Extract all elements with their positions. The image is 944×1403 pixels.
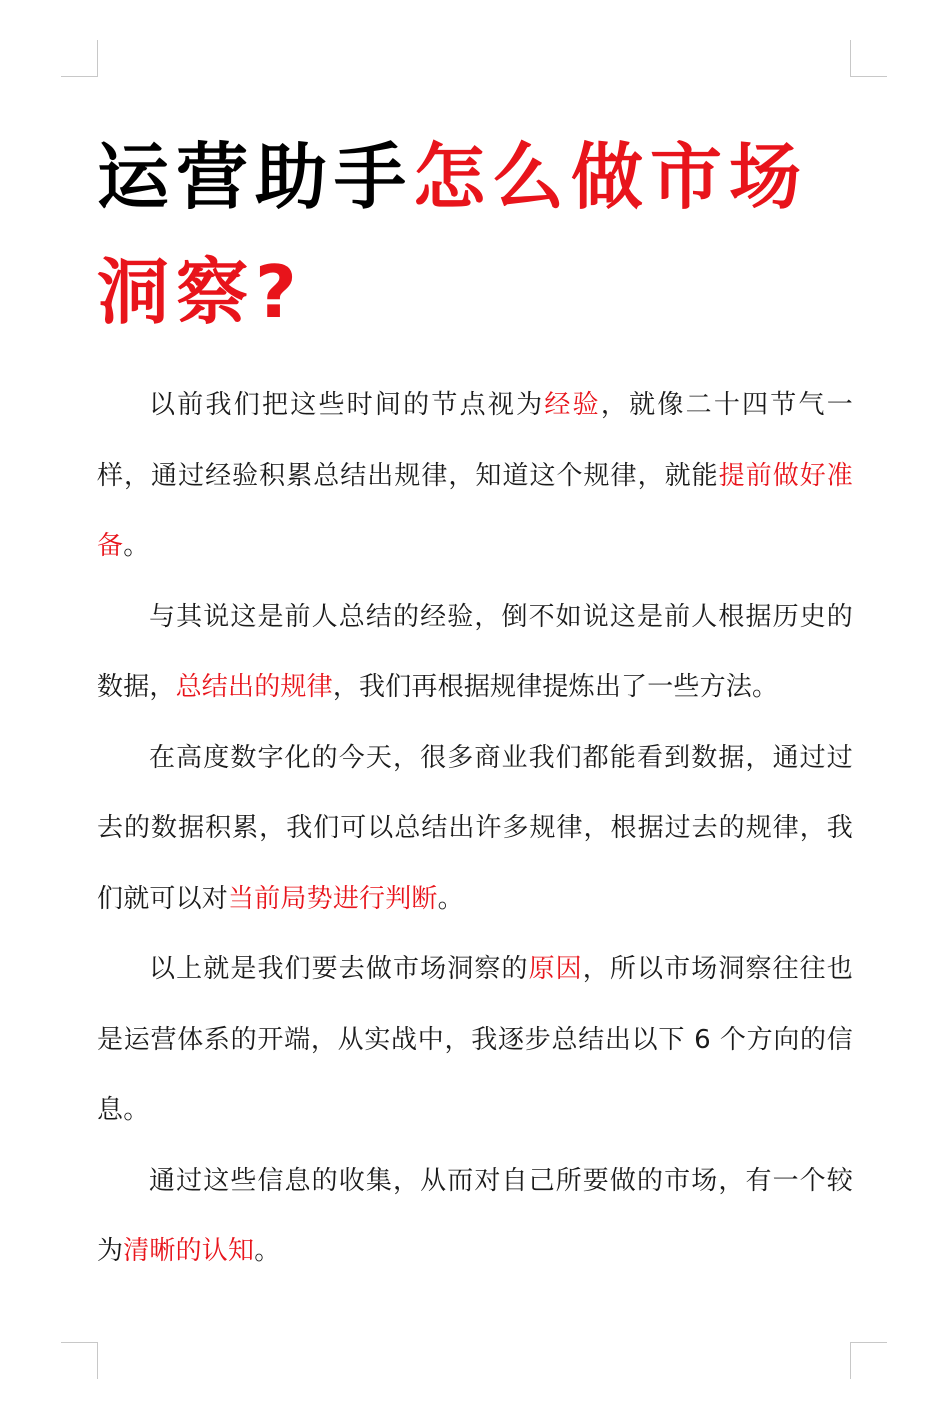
paragraph-1-text-3: 。 [123,531,150,561]
paragraph-4-highlight-1: 原因 [528,954,583,984]
paragraph-3-text-1: 在高度数字化的今天，很多商业我们都能看到数据，通过过去的数据积累，我们可以总结出许多规律，根据过去的规律，我们就可以对 [97,742,853,914]
paragraph-5-text-2: 。 [254,1236,281,1266]
crop-mark-top-left [61,40,98,77]
paragraph-1-highlight-2: 提前做好准备 [97,460,853,561]
paragraph-2-highlight-1: 总结出的规律 [175,672,333,702]
crop-mark-top-right [850,40,887,77]
paragraph-1 [97,370,853,582]
paragraph-1-highlight-1: 经验 [544,390,601,420]
crop-mark-bottom-left [61,1342,98,1379]
paragraph-4 [97,934,853,1146]
paragraph-5 [97,1146,853,1287]
paragraph-2 [97,582,853,723]
paragraph-3-text-2: 。 [437,883,464,914]
title-part-black: 运营助手 [97,135,414,219]
paragraph-4-text-1: 以上就是我们要去做市场洞察的 [149,954,529,984]
paragraph-2-text-2: ，我们再根据规律提炼出了一些方法。 [332,672,779,702]
title-part-red: 怎么做市场洞察? [97,135,809,334]
paragraph-3-highlight-1: 当前局势进行判断 [228,883,438,914]
page-title [97,120,857,350]
paragraph-5-text-1: 通过这些信息的收集，从而对自己所要做的市场，有一个较为 [97,1165,853,1266]
paragraph-3 [97,723,853,935]
paragraph-1-text-1: 以前我们把这些时间的节点视为 [149,390,545,420]
paragraph-1-text-2: ，就像二十四节气一样，通过经验积累总结出规律，知道这个规律，就能 [97,390,853,491]
paragraph-4-text-2: ，所以市场洞察往往也是运营体系的开端，从实战中，我逐步总结出以下 6 个方向的信息。 [97,954,853,1125]
paragraph-5-highlight-1: 清晰的认知 [123,1236,255,1266]
paragraph-2-text-1: 与其说这是前人总结的经验，倒不如说这是前人根据历史的数据， [97,601,853,702]
article-body [97,370,853,1287]
crop-mark-bottom-right [850,1342,887,1379]
